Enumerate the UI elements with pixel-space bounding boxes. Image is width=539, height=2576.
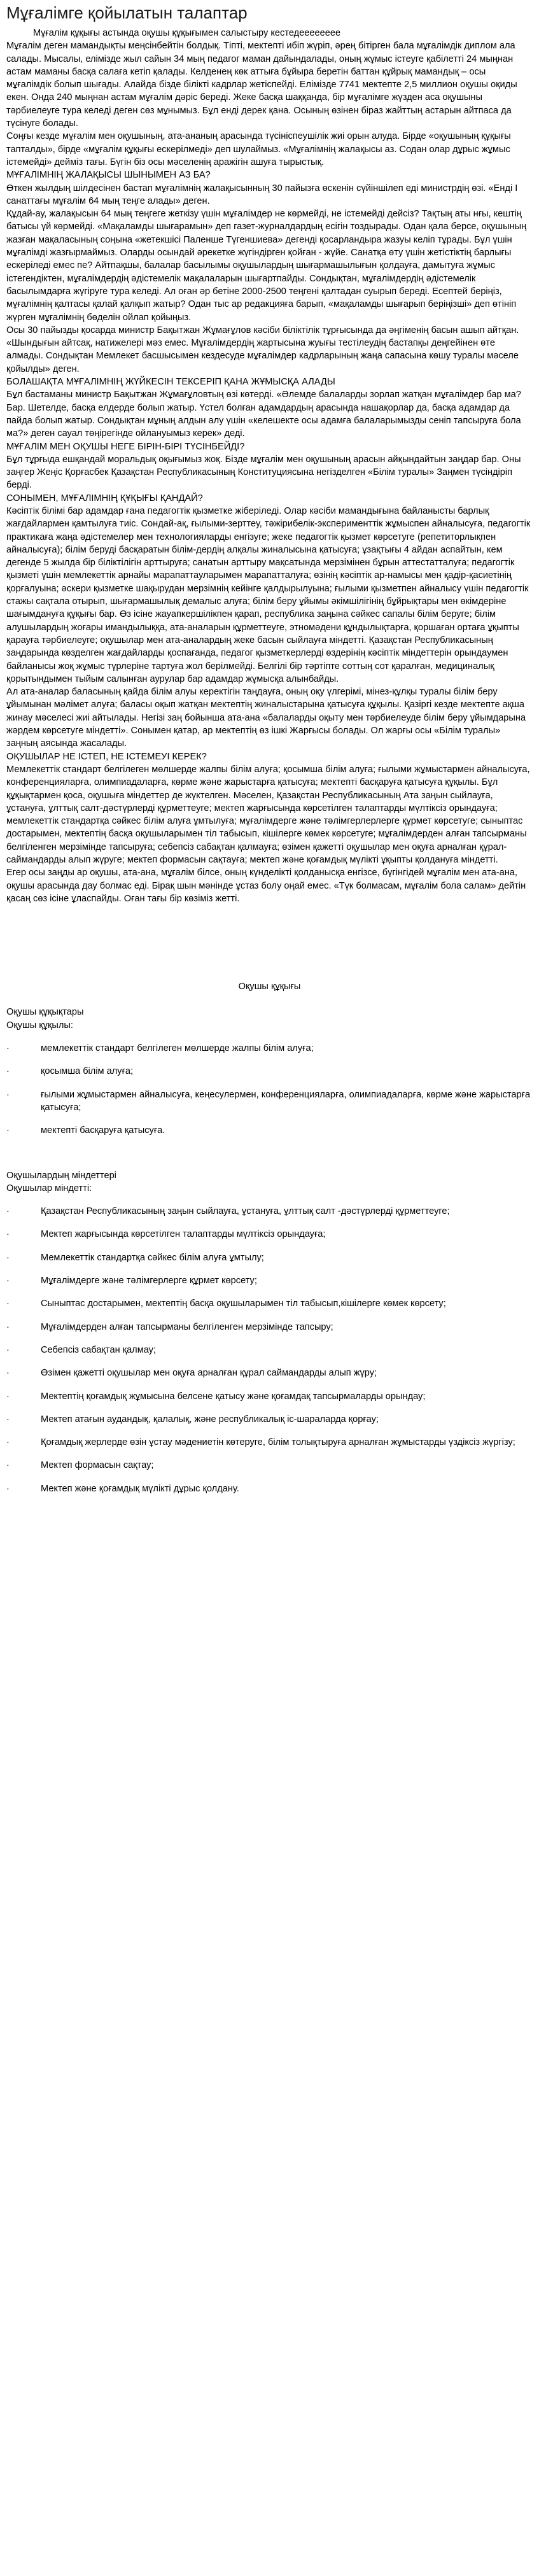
paragraph: Кәсіптік білімі бар адамдар ғана педагогтік қызметке жіберіледі. Олар кәсіби мамандығына байланысты барлық жағдайлармен қамтылуға тиіс. Сондай-ақ, ғылыми-зерттеу, тәжірибелік-эксперименттік жұмыспен айналысуға, педагогтік практикаға жаңа әдістемелер мен технологияларды енгізуге; жеке педагогтік қызмет көрсетуге (репетиторлықпен айналысуға); білім беруді басқаратын білім-дердің алқалы жиналысына қатысуға; ұзақтығы 4 айдан аспайтын, кем дегенде 5 жылда бір біліктілігін арттыруға; санатын арттыру мақсатында мерзімінен бұрын аттестатталуға; педагогтік қызметі үшін мемлекеттік арнайы марапаттауларымен марапатталуға; өзінің кәсіптік ар-намысы мен қадір-қасиетінің қорғалуына; әскери қызметке шақырудан мерзімнің кейінге қалдырылуына; ғылыми қызметпен айналысу үшін педагогтік стажы сақтала отырып, шығармашылық демалыс алуға; білім беру ұйымы әкімшілігінің бұйрықтары мен өкімдеріне шағымдануға құқығы бар. Өз ісіне жауапкершілікпен қарап, республика заңына сәйкес сапалы білім беруге; білім алушылардың жоғары имандылыққа, ата-аналарын құрметтеуге, этномәдени құндылықтарға, қоршаған ортаға ұқыпты қарауға тәрбиелеуге; оқушылар мен ата-аналардың жеке басын сыйлауға міндетті. Қазақстан Республикасының заңдарында көзделген жағдайларды қоспағанда, педагог қызметкерлерді өздерінің кәсіптік міндеттерін орындаумен байланысы жоқ жұмыс түрлеріне тартуға жол берілмейді. Белгілі бір тәртіпте соттың сот қаралған, медициналық қорытындымен тыйым салынған аурулар бар адамдар жұмысқа алынбайды. [6,505,531,684]
list-item [6,1042,533,1055]
list-item-text: мектепті басқаруға қатысуға. [41,1125,165,1136]
bullet: · [6,1066,10,1077]
rights-title: Оқушы құқықтары [6,1007,84,1018]
bullet: · [6,1276,10,1286]
list-item-text: Қоғамдық жерлерде өзін ұстау мәдениетін көтеруге, білім толықтыруға арналған жұмыстарды үздіксіз жүргізу; [41,1437,515,1448]
list-item [6,1065,533,1078]
bullet: · [6,1460,10,1471]
intro-line: Мұғалім құқығы астында оқушы құқығымен салыстыру кестедееееееее [33,28,341,38]
bullet: · [6,1391,10,1402]
list-item-text: Мектеп атағын аудандық, қалалық, және республикалық іс-шараларда қорғау; [41,1414,379,1425]
list-item [6,1413,533,1426]
paragraph: Бұл тұрғыда ешқандай моральдық оқығымыз жоқ. Бізде мұғалім мен оқушының арасын айқындайтын заңдар бар. Оны заңгер Жеңіс Қорғасбек Қазақстан Республикасының Конституциясына негізделген «Білім туралы» Заңмен түсіндіріп берді. [6,454,521,491]
bullet: · [6,1414,10,1425]
paragraph: Егер осы заңды ар оқушы, ата-ана, мұғалім білсе, оның күнделікті қолданысқа енгізсе, бүгінгідей мұғалім мен ата-ана, оқушы арасында дау болмас еді. Бірақ шын мәнінде ұстаз болу оңай емес. «Түк болмасам, мұғалім бола салам» дейтін қасаң сөз ісіне ұласпайды. Оған тағы бір көзіміз жетті. [6,868,526,904]
blank-space [6,905,533,980]
duties-list [6,1205,533,1495]
list-item-text: Мұғалімдерден алған тапсырманы белгіленген мерзімінде тапсыру; [41,1321,333,1332]
list-item-text: Мектеп формасын сақтау; [41,1460,154,1471]
list-item [6,1459,533,1472]
list-item [6,1124,533,1137]
list-item-text: Мектеп жарғысында көрсетілген талаптарды мүлтіксіз орындауға; [41,1229,326,1240]
bullet: · [6,1125,10,1136]
list-item-text: Сыныптас достарымен, мектептің басқа оқушыларымен тіл табысып,кішілерге көмек көрсету; [41,1299,446,1309]
list-item-text: Себепсіз сабақтан қалмау; [41,1344,157,1355]
list-item [6,1205,533,1218]
list-item [6,1321,533,1334]
paragraph: Мұғалім деген мамандықты меңсінбейтін болдық. Тіпті, мектепті ибіп жүріп, әрең бітірген бала мұғалімдік диплом ала салады. Мысалы, елімізде жыл сайын 34 мың педагог маман дайындалады, оның жұмыс істеуге қабілетті 24 мыңнан астам маманы басқа салаға кетіп қалады. Келденең көк аттыға бұйыра беретін баттан құйрық мамандық – осы мұғалімдік болып шығады. Алайда бізде білікті кадрлар жетіспейді. Елімізде 7741 мектепте 2,5 миллион оқушы оқиды екен. Онда 240 мыңнан астам мұғалім дәріс береді. Жеке басқа шаққанда, бір мұғалімге жүзден аса оқушыны тәрбиелеуге тура келеді деген сөз мұнымыз. Бұл енді дерек қана. Осының өзінен біраз жайттың астарын айтпаса да түсінуге болады. [6,41,517,129]
bullet: · [6,1089,10,1100]
list-item [6,1228,533,1241]
list-item [6,1482,533,1495]
section-heading: СОНЫМЕН, МҰҒАЛІМНІҢ ҚҰҚЫҒЫ ҚАНДАЙ? [6,493,203,503]
paragraph: Бұл бастаманы министр Бақытжан Жұмағұловтың өзі көтерді. «Әлемде балаларды зорлап жатқан мұғалімдер бар ма? Бар. Шетелде, басқа елдерде болып жатыр. Үстел болған адамдардың арасында нашақорлар да, басқа адамдар да пайда болып жатыр. Сондықтан мұның алдын алу үшін «келешекте осы адамға балаларымызды сеніп тапсыруға бола ма?» деген сауал төңірегінде ойлануымыз керек» деді. [6,390,521,439]
paragraph: Осы 30 пайызды қосарда министр Бақытжан Жұмағұлов кәсіби біліктілік тұрғысында да әңгіменің басын ашып айтқан. «Шындығын айтсақ, натижелері мәз емес. Мұғалімдердің жартысына жуығы тестілеудің бастапқы деңгейінен өте алмады. Сондықтан Мемлекет басшысымен кездесуде мұғалімдер кадрларының жаңа сапасына көшу туралы мәселе қойылды» деген. [6,325,519,374]
list-item-text: Өзімен қажетті оқушылар мен оқуға арналған құрал саймандарды алып жүру; [41,1368,377,1379]
bullet: · [6,1252,10,1263]
list-item-text: Мектептің қоғамдық жұмысына белсене қатысу және қоғамдақ тапсырмаларды орындау; [41,1391,426,1402]
list-item-text: Мұғалімдерге және тәлімгерлерге құрмет көрсету; [41,1276,257,1286]
section-heading: МҰҒАЛІМНІҢ ЖАЛАҚЫСЫ ШЫНЫМЕН АЗ БА? [6,170,211,181]
paragraph: Ал ата-аналар баласының қайда білім алуы керектігін таңдауға, оның оқу үлгерімі, мінез-құлқы туралы білім беру ұйымынан мәлімет алуға; баласы оқып жатқан мектептің жиналыстарына қатысуға құқылы. Қазіргі кезде мектепте ақша жинау мәселесі жиі айтылады. Негізі заң бойынша ата-ана «балаларды оқыту мен тәрбиелеуде білім беру ұйымдарына жәрдем көрсетуге міндетті». Сонымен қатар, ар мектептің өз ішкі Жарғысы болады. Ол жарғы осы «Білім туралы» заңның аясында жасалады. [6,687,526,749]
bullet: · [6,1299,10,1309]
bullet: · [6,1437,10,1448]
bullet: · [6,1206,10,1217]
list-item [6,1390,533,1403]
list-item-text: Қазақстан Республикасының заңын сыйлауға, ұстануға, ұлттық салт -дәстүрлерді құрметтеуге; [41,1206,450,1217]
bullet: · [6,1344,10,1355]
paragraph: Өткен жылдың шілдесінен бастап мұғалімнің жалақысынның 30 пайызға өскенін сүйіншілеп еді министрдің өзі. «Енді І санаттағы мұғалім 64 мың теңге алады» деген. [6,183,518,206]
list-item [6,1344,533,1356]
paragraph: Соңғы кезде мұғалім мен оқушының, ата-ананың арасында түсініспеушілік жиі орын алуда. Бірде «оқушының құқығы тапталды», бірде «мұғалім құқығы ескерілмеді» деп шулаймыз. «Мұғалімнің жалақысы аз. Содан олар дұрыс жұмыс істемейді» деймiз тағы. Бүгін біз осы мәселенің аражігін ашуға тырыстық. [6,131,511,167]
list-item [6,1251,533,1264]
list-item [6,1367,533,1379]
list-item [6,1088,533,1115]
section-heading: МҰҒАЛІМ МЕН ОҚУШЫ НЕГЕ БІРІН-БІРІ ТҮСІНБЕЙДІ? [6,441,245,452]
list-item-text: ғылыми жұмыстармен айналысуға, кеңесулермен, конференцияларға, олимпиадаларға, көрме және жарыстарға қатысуға; [41,1089,531,1113]
list-item-text: Мектеп және қоғамдық мүлікті дұрыс қолдану. [41,1483,239,1494]
list-item-text: Мемлекеттік стандартқа сәйкес білім алуға ұмтылу; [41,1252,264,1263]
list-item-text: мемлекеттік стандарт белгілеген мөлшерде жалпы білім алуға; [41,1043,314,1054]
bullet: · [6,1483,10,1494]
bullet: · [6,1368,10,1379]
bullet: · [6,1321,10,1332]
list-item-text: қосымша білім алуға; [41,1066,134,1077]
duties-subtitle: Оқушылар міндетті: [6,1183,92,1193]
list-item [6,1274,533,1287]
blank-space [6,1148,533,1169]
paragraph: Құдай-ау, жалақысын 64 мың теңгеге жеткізу үшін мұғалімдер не көрмейді, не істемейді дейсіз? Тақтың аты нғы, кештің батысы үй көрмейді. «Мақаламды шығарамын» деп газет-журналдардың есігін тоздырады. Одан қала берсе, оқушының жазған мақаласының соңына «жетекшісі Паленше Түгеншиева» дегенді қосарландыра жазуы келіп тұрады. Бұл үшін мұғалімді жазғырмаймыз. Оларды осындай әрекетке жүгіндірген қойған - жүйе. Санатқа өту үшін жетістіктің барлығы ескеріледі емес пе? Айтпақшы, балалар басылымы оқушылардың шығармашылығын қолдауға, дамытуға жұмыс істегендіктен, мұғалімдердің әдістемелік мақалаларын шығартпайды. Сондықтан, мұғалімдердің әдістемелік басылымдарға жүгіруге тура келеді. Ал оған әр бетіне 2000-2500 теңгені қалтадан суырып береді. Есептей беріңіз, мұғалімнің қалтасы қалай қалқып жатыр? Одан тыс ар редакцияға барып, «мақаламды шығарып беріңізші» деп өтініп жүрген мұғалімнің бөделін ойлап қойыңыз. [6,209,527,323]
bullet: · [6,1229,10,1240]
section-title: Оқушы құқығы [238,982,301,992]
page-title: Мұғалімге қойылатын талаптар [6,3,248,22]
list-item [6,1436,533,1449]
bullet: · [6,1043,10,1054]
rights-list [6,1042,533,1137]
section-heading: БОЛАШАҚТА МҰҒАЛІМНІҢ ЖҮЙКЕСІН ТЕКСЕРІП ҚАНА ЖҰМЫСҚА АЛАДЫ [6,377,335,388]
list-item [6,1297,533,1310]
section-heading: ОҚУШЫЛАР НЕ ІСТЕП, НЕ ІСТЕМЕУІ КЕРЕК? [6,751,207,762]
duties-title: Оқушылардың міндеттері [6,1170,116,1181]
paragraph: Мемлекеттік стандарт белгілеген мөлшерде жалпы білім алуға; қосымша білім алуға; ғылыми жұмыстармен айналысуға, конференцияларға, олимпиадаларға, көрме және жарыстарға қатысуға; мектепті басқаруға қатысуға құқылы. Бұл құқықтармен қоса, оқушыға міндеттер де жүктелген. Мәселен, Қазақстан Республикасының Ата заңын сыйлауға, ұстануға, ұлттық салт-дәстүрлерді құрметтеуге; мектеп жарғысында көрсетілген талаптарды мүлтіксіз орындауға; мемлекеттік стандартқа сәйкес білім алуға ұмтылуға; мұғалімдерге және тәлімгерлерлерге құрмет көрсетуге; сыныптас достарымен, мектептің басқа оқушыларымен тіл табысып, кішілерге көмек көрсетуге; мұғалімдерден алған тапсырманы белгіленген мерзімінде тапсыруға; себепсіз сабақтан қалмауға; өзімен қажетті оқушылар мен оқуға арналған құрал-саймандарды алып жүруге; мектеп формасын сақтауға; мектеп және қоғамдық мүлікті ұқыпты қолдануға міндетті. [6,764,530,865]
rights-subtitle: Оқушы құқылы: [6,1020,73,1031]
